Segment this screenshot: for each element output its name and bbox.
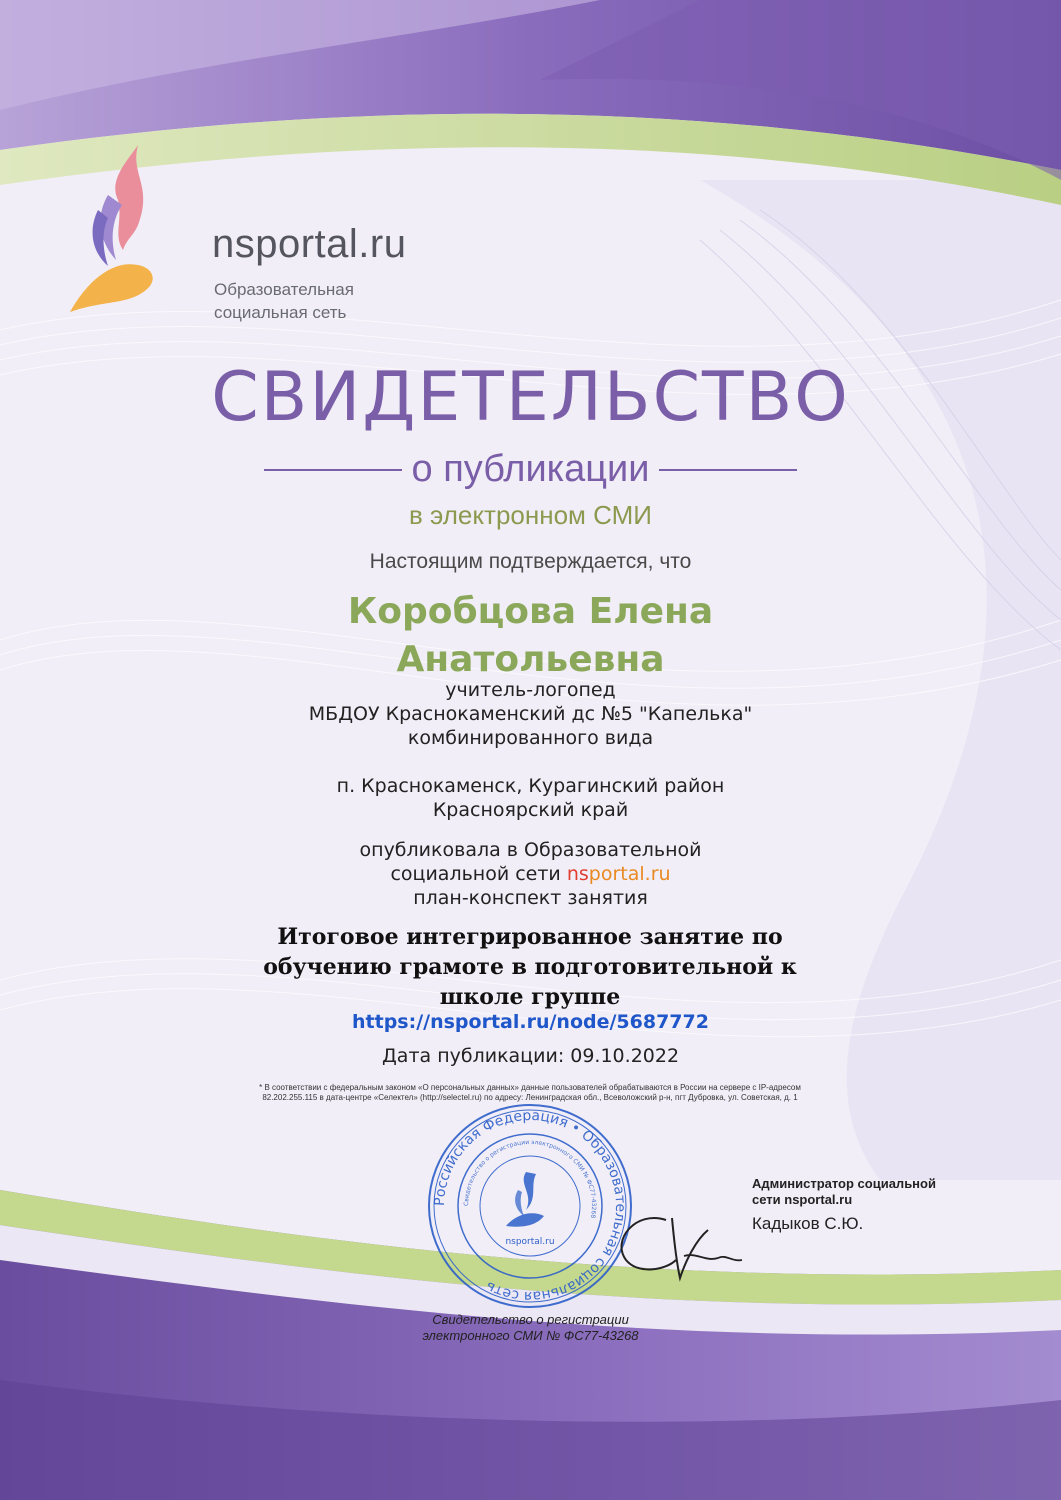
registration-line: Свидетельство о регистрации	[432, 1312, 629, 1327]
stamp-inner-textpath: Свидетельство о регистрации электронного СМИ № ФС77-43268	[462, 1138, 598, 1219]
certificate-subtitle-media: в электронном СМИ	[409, 500, 652, 530]
stamp-outer-textpath: Российская Федерация • Образовательная социальная сеть	[431, 1107, 629, 1305]
work-title-line: обучению грамоте в подготовительной к	[263, 954, 797, 980]
recipient-position	[0, 678, 1061, 750]
location-line: п. Краснокаменск, Курагинский район	[336, 775, 725, 797]
position-line: учитель-логопед	[445, 679, 616, 701]
work-url-link[interactable]: https://nsportal.ru/node/5687772	[352, 1011, 709, 1033]
publication-statement	[0, 838, 1061, 910]
brand-subtitle	[214, 278, 434, 324]
confirmation-text: Настоящим подтверждается, что	[369, 550, 692, 573]
divider-left	[264, 469, 402, 471]
footnote-line: 82.202.255.115 в дата-центре «Селектел» (http://selectel.ru) по адресу: Ленинградская обл., Всеволожский р-н, пгт Дубровка, ул. Советская, д. 1	[262, 1093, 798, 1102]
signature-icon	[596, 1200, 746, 1290]
certificate-subtitle-row	[0, 448, 1061, 491]
published-network-prefix: социальной сети	[390, 863, 561, 885]
work-title-line: школе группе	[439, 984, 621, 1010]
registration-line: электронного СМИ № ФС77-43268	[422, 1328, 639, 1343]
brand-subtitle-line: социальная сеть	[214, 303, 347, 322]
privacy-footnote	[190, 1083, 870, 1103]
published-line: опубликовала в Образовательной	[359, 839, 702, 861]
work-title-line: Итоговое интегрированное занятие по	[277, 924, 783, 950]
work-title	[210, 922, 850, 1012]
location-line: Красноярский край	[432, 799, 629, 821]
published-line	[0, 862, 1061, 886]
recipient-name	[0, 588, 1061, 684]
footnote-line: * В соответствии с федеральным законом «О персональных данных» данные пользователей обрабатываются в России на сервере с IP-адресом	[259, 1083, 801, 1092]
publication-date: Дата публикации: 09.10.2022	[381, 1045, 680, 1067]
recipient-name-line: Коробцова Елена	[347, 591, 714, 632]
recipient-location	[0, 774, 1061, 822]
admin-title-line: Администратор социальной	[752, 1176, 936, 1191]
position-line: МБДОУ Краснокаменский дс №5 "Капелька"	[308, 703, 753, 725]
certificate-subtitle: о публикации	[411, 448, 650, 490]
admin-name: Кадыков С.Ю.	[752, 1214, 864, 1233]
nsportal-logo-icon	[68, 140, 208, 320]
admin-title-line: сети nsportal.ru	[752, 1192, 853, 1207]
published-brand-portal: portal.ru	[588, 863, 671, 885]
published-brand-ns: ns	[566, 863, 589, 885]
media-registration	[0, 1312, 1061, 1344]
work-type: план-конспект занятия	[413, 887, 648, 909]
certificate-title: СВИДЕТЕЛЬСТВО	[211, 358, 850, 437]
position-line: комбинированного вида	[407, 727, 654, 749]
stamp-center-label: nsportal.ru	[505, 1237, 555, 1247]
divider-right	[659, 469, 797, 471]
brand-name: nsportal.ru	[212, 222, 407, 266]
recipient-name-line: Анатольевна	[396, 639, 665, 680]
brand-subtitle-line: Образовательная	[214, 280, 354, 299]
admin-title	[752, 1176, 972, 1208]
